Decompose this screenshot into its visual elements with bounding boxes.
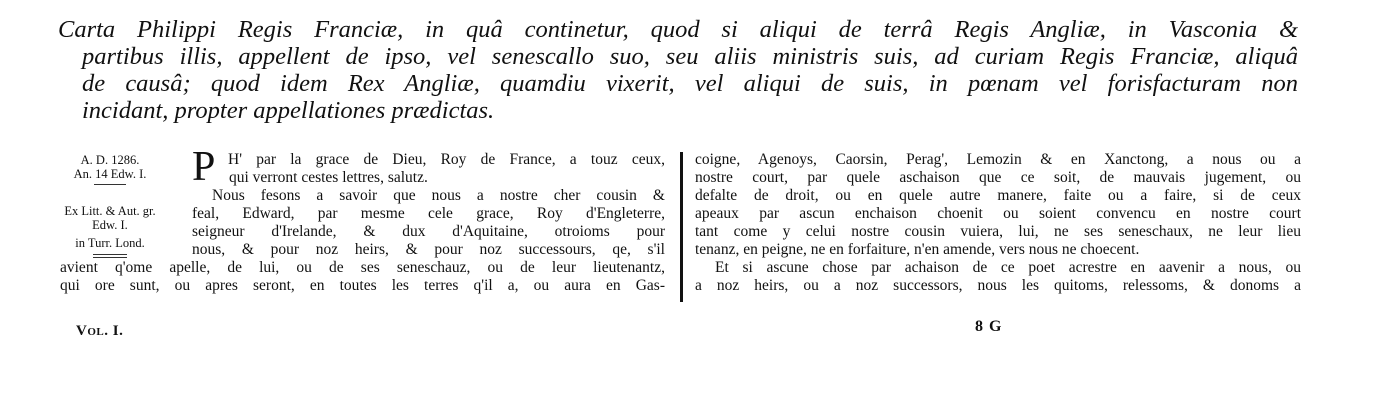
signature-mark: 8 G [975,318,1003,335]
drop-cap: P [192,144,216,190]
left-line-6: nous, & pour noz heirs, & pour noz successours, qe, s'il [192,241,665,258]
margin-source-line-2: Edw. I. [92,218,128,232]
margin-double-rule [93,254,127,258]
margin-date-line-1: A. D. 1286. [80,153,140,167]
right-line-6: tenanz, en peigne, ne en forfaiture, n'en amende, vers nous ne choecent. [695,241,1140,258]
volume-label: Vol. I. [76,323,124,339]
heading-line-1: Carta Philippi Regis Franciæ, in quâ continetur, quod si aliqui de terrâ Regis Angliæ, in Vasconia & [58,16,1298,43]
left-column-text [192,144,665,259]
left-line-1: H' par la grace de Dieu, Roy de France, a touz ceux, [228,151,665,168]
heading-line-4: incidant, propter appellationes prædictas. [82,97,495,124]
margin-date-line-2: An. 14 Edw. I. [73,167,147,181]
margin-source-line-1: Ex Litt. & Aut. gr. [64,204,156,218]
charter-heading [58,16,1298,124]
margin-source-line-3: in Turr. Lond. [75,236,145,250]
left-line-2: qui verront cestes lettres, salutz. [229,169,428,186]
right-column-text [695,151,1301,295]
column-divider [680,152,683,302]
left-line-5: seigneur d'Irelande, & dux d'Aquitaine, otroioms pour [192,223,665,240]
left-full-line-2: qui ore sunt, ou apres seront, en toutes les terres q'il a, ou aura en Gas- [60,277,665,294]
right-line-2: nostre court, par quele aschaison que ce soit, de mauvais jugement, ou [695,169,1301,186]
right-line-1: coigne, Agenoys, Caorsin, Perag', Lemozin & en Xanctong, a nous ou a [695,151,1301,168]
right-para2-line-2: a noz heirs, ou a noz successors, nous les quitoms, relessoms, & donoms a [695,277,1301,294]
right-line-5: tant come y celui nostre cousin vuiera, lui, ne ses seneschaux, ne leur lieu [695,223,1301,240]
right-para2-line-1: Et si ascune chose par achaison de ce poet acrestre en aavenir a nous, ou [715,259,1301,276]
right-line-4: apeaux par ascun enchaison choenit ou soient convencu en nostre court [695,205,1301,222]
left-column-full-width-text [60,259,665,295]
left-line-4: feal, Edward, par mesme cele grace, Roy d'Engleterre, [192,205,665,222]
heading-line-3: de causâ; quod idem Rex Angliæ, quamdiu vixerit, vel aliqui de suis, in pœnam vel forisfacturam non [82,70,1298,97]
margin-date-note [60,153,160,188]
margin-source-note [60,204,160,258]
heading-line-2: partibus illis, appellent de ipso, vel senescallo suo, seu aliis ministris suis, ad curiam Regis Franciæ, aliquâ [82,43,1298,70]
right-line-3: defalte de droit, ou en quele autre manere, faite ou a faire, si de ceux [695,187,1301,204]
left-line-3: Nous fesons a savoir que nous a nostre cher cousin & [212,187,665,204]
left-full-line-1: avient q'ome apelle, de lui, ou de ses seneschauz, ou de leur lieutenantz, [60,259,665,276]
margin-rule [94,184,126,185]
